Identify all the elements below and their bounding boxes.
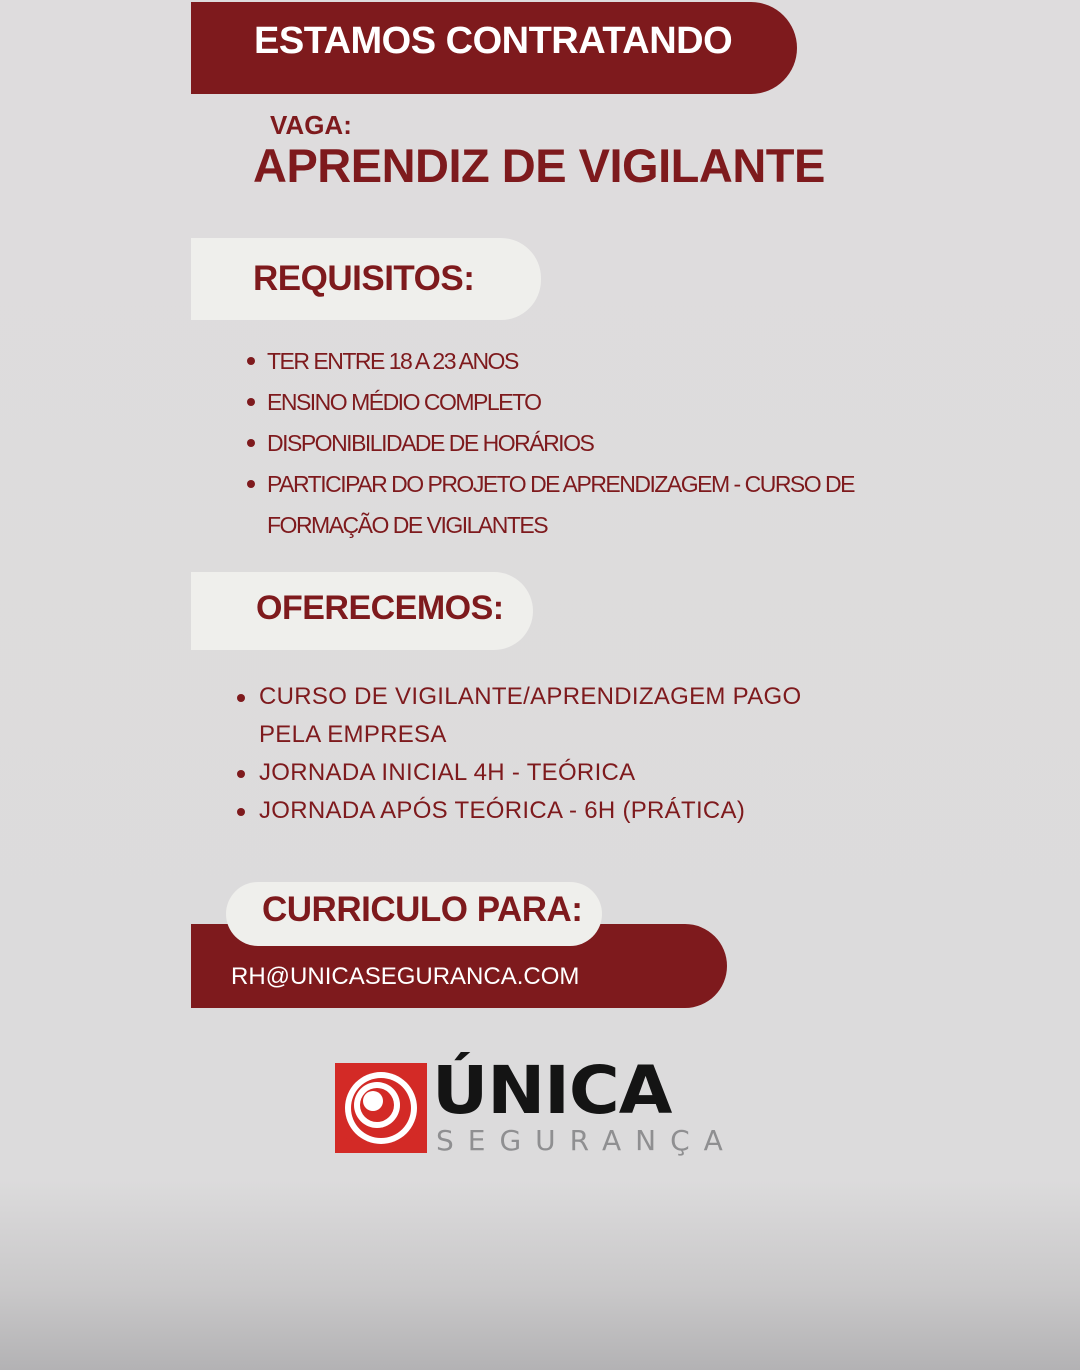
- list-item: PARTICIPAR DO PROJETO DE APRENDIZAGEM - CURSO DE FORMAÇÃO DE VIGILANTES: [267, 464, 867, 546]
- curriculo-title: CURRICULO PARA:: [262, 890, 583, 929]
- vaga-label: VAGA:: [270, 110, 352, 140]
- requisitos-title: REQUISITOS:: [253, 259, 475, 298]
- email-address[interactable]: RH@UNICASEGURANCA.COM: [231, 963, 580, 990]
- list-item: JORNADA INICIAL 4H - TEÓRICA: [259, 754, 819, 792]
- vaga-title: APRENDIZ DE VIGILANTE: [253, 139, 825, 192]
- requisitos-list: [267, 341, 867, 546]
- list-item: ENSINO MÉDIO COMPLETO: [267, 382, 867, 423]
- logo-name: ÚNICA: [432, 1052, 672, 1129]
- oferecemos-list: [259, 678, 819, 830]
- list-item: TER ENTRE 18 A 23 ANOS: [267, 341, 867, 382]
- list-item: CURSO DE VIGILANTE/APRENDIZAGEM PAGO PELA EMPRESA: [259, 678, 819, 754]
- oferecemos-title: OFERECEMOS:: [256, 589, 504, 627]
- unica-swirl-icon: [335, 1063, 427, 1153]
- logo-subtitle: SEGURANÇA: [436, 1124, 737, 1157]
- header-title: ESTAMOS CONTRATANDO: [254, 20, 733, 62]
- list-item: JORNADA APÓS TEÓRICA - 6H (PRÁTICA): [259, 792, 819, 830]
- list-item: DISPONIBILIDADE DE HORÁRIOS: [267, 423, 867, 464]
